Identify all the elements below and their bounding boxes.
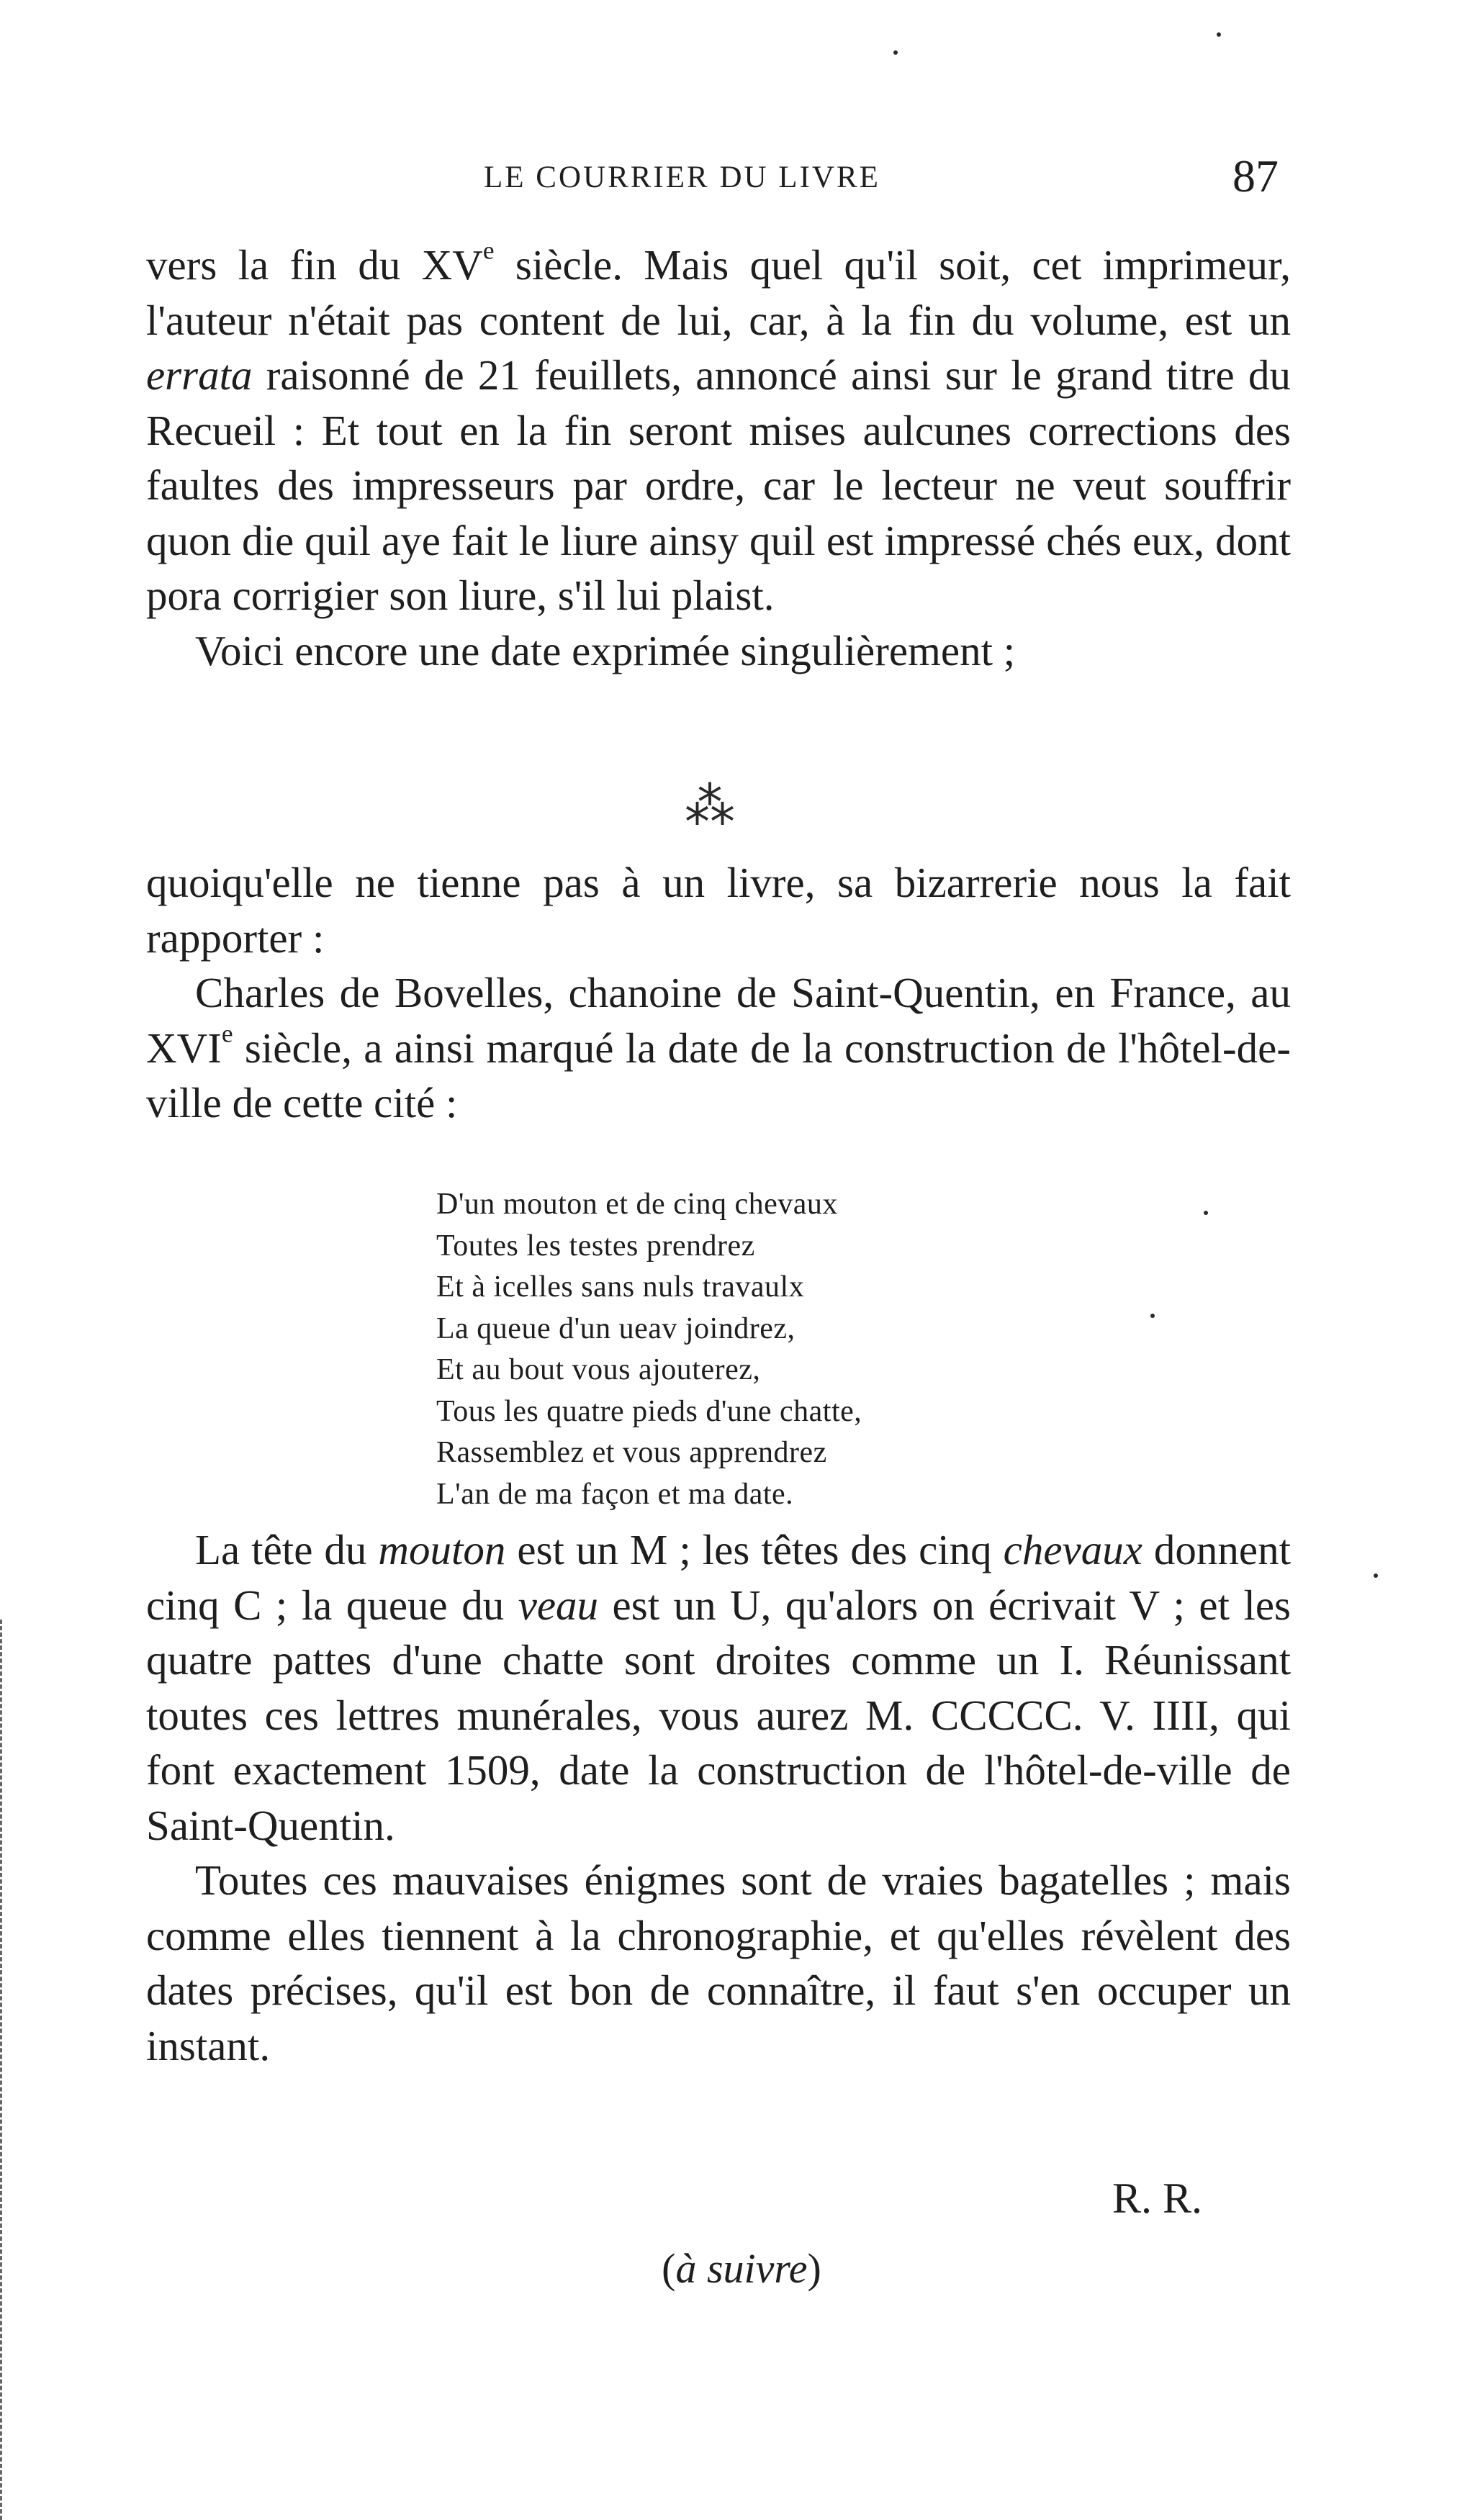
running-title: LE COURRIER DU LIVRE (484, 161, 880, 194)
page-number: 87 (1232, 150, 1279, 202)
text-block-3 (146, 1522, 1291, 2073)
italic-word: chevaux (1003, 1526, 1142, 1573)
print-speck (1374, 1573, 1378, 1578)
italic-errata: errata (146, 351, 253, 399)
text-run: raisonné de 21 feuillets, annoncé ainsi sur le grand titre du Recueil : Et tout en la fin seront mises aulcunes corrections des faultes des impresseurs par ordre, car le lecteur ne veut souffrir quon die quil aye fait le liure ainsy quil est impressé chés eux, dont pora corrigier son liure, s'il lui plaist. (146, 351, 1291, 619)
text-run: siècle. Mais quel qu'il soit, cet imprimeur, l'auteur n'était pas content de lui, car, à la fin du volume, est un (146, 241, 1291, 344)
text-run: est un M ; les têtes des cinq (505, 1526, 1004, 1573)
poem-line: Tous les quatre pieds d'une chatte, (436, 1394, 862, 1428)
poem-line: Toutes les testes prendrez (436, 1229, 755, 1263)
page-edge-shadow (0, 1620, 6, 2520)
print-speck (893, 50, 898, 55)
poem-line: Rassemblez et vous apprendrez (436, 1436, 827, 1469)
poem-line: Et à icelles sans nuls travaulx (436, 1270, 805, 1304)
poem-line: D'un mouton et de cinq chevaux (436, 1188, 838, 1221)
print-speck (1204, 1211, 1208, 1215)
text-run: est un U, qu'alors on écrivait V ; et les quatre pattes d'une chatte sont droites comme un I. Réunissant toutes ces lettres munérales, vous aurez M. CCCCC. V. IIII, qui font exactement 1509, date la construction de l'hôtel-de-ville de Saint-Quentin. (146, 1581, 1291, 1849)
paragraph-quoique: quoiqu'elle ne tienne pas à un livre, sa bizarrerie nous la fait rapporter : (146, 859, 1291, 962)
asterism-ornament (667, 782, 753, 839)
print-speck (1217, 32, 1221, 37)
text-run: donnent cinq C ; la queue du (146, 1526, 1291, 1629)
text-block-2 (146, 855, 1291, 1131)
page-header (0, 150, 1483, 207)
paren-close: ) (807, 2245, 821, 2292)
paragraph-conclusion: Toutes ces mauvaises énigmes sont de vraies bagatelles ; mais comme elles tiennent à la chronographie, et qu'elles révèlent des dates précises, qu'il est bon de connaître, il faut s'en occuper un instant. (146, 1856, 1291, 2069)
a-suivre-text: à suivre (675, 2245, 808, 2292)
paragraph-errata (146, 235, 1291, 623)
text-run: vers la fin du XV (146, 241, 483, 289)
poem-line: La queue d'un ueav joindrez, (436, 1311, 795, 1345)
text-run: La tête du (195, 1526, 379, 1573)
author-signature: R. R. (1112, 2174, 1203, 2222)
superscript: e (221, 1019, 233, 1048)
poem-line: Et au bout vous ajouterez, (436, 1353, 761, 1386)
text-run: siècle, a ainsi marqué la date de la construction de l'hôtel-de-ville de cette cité : (146, 1024, 1291, 1126)
print-speck (1150, 1314, 1155, 1318)
paren-open: ( (662, 2245, 676, 2292)
superscript: e (482, 235, 495, 265)
paragraph-date-intro: Voici encore une date exprimée singulièrement ; (195, 626, 1016, 674)
paragraph-bovelles (146, 965, 1291, 1131)
text-block-1 (146, 235, 1291, 678)
poem-verse (436, 1184, 1084, 1515)
poem-line: L'an de ma façon et ma date. (436, 1477, 794, 1511)
italic-word: veau (518, 1581, 599, 1629)
italic-word: mouton (378, 1526, 506, 1573)
asterism-glyph: ⁂ (685, 782, 735, 836)
paragraph-explanation (146, 1522, 1291, 1853)
text-run: Charles de Bovelles, chanoine de Saint-Quentin, en France, au XVI (146, 969, 1291, 1072)
continuation-note (0, 2244, 1483, 2293)
